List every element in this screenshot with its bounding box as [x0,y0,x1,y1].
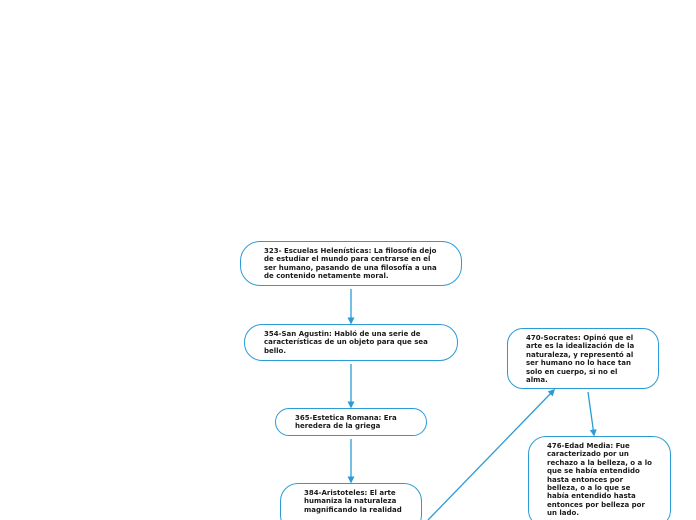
node-323-text: 323- Escuelas Helenísticas: La filosofía dejo de estudiar el mundo para centrarse en el ser humano, pasando de una filosofía a una de contenido netamente moral. [264,247,437,281]
node-470-text: 470-Socrates: Opinó que el arte es la idealización de la naturaleza, y representó al ser humano no lo hace tan solo en cuerpo, si no el alma. [526,334,635,385]
node-354-text: 354-San Agustin: Habló de una serie de características de un objeto para que sea bello. [264,330,428,355]
node-354-san-agustin[interactable] [244,324,458,361]
edge-470-to-476 [588,392,594,435]
node-476-text: 476-Edad Media: Fue caracterizado por un rechazo a la belleza, o a lo que se había entendido hasta entonces por belleza, o a lo que se había entendido hasta entonces por belleza por un lado. [547,442,652,518]
node-384-text: 384-Aristoteles: El arte humaniza la naturaleza magnificando la realidad [304,489,402,514]
node-476-edad-media[interactable] [528,436,671,520]
node-323-escuelas-helenisticas[interactable] [240,241,462,286]
node-365-estetica-romana[interactable] [275,408,427,436]
node-470-socrates[interactable] [507,328,659,389]
node-365-text: 365-Estetica Romana: Era heredera de la griega [295,414,397,431]
node-384-aristoteles[interactable] [280,483,422,520]
